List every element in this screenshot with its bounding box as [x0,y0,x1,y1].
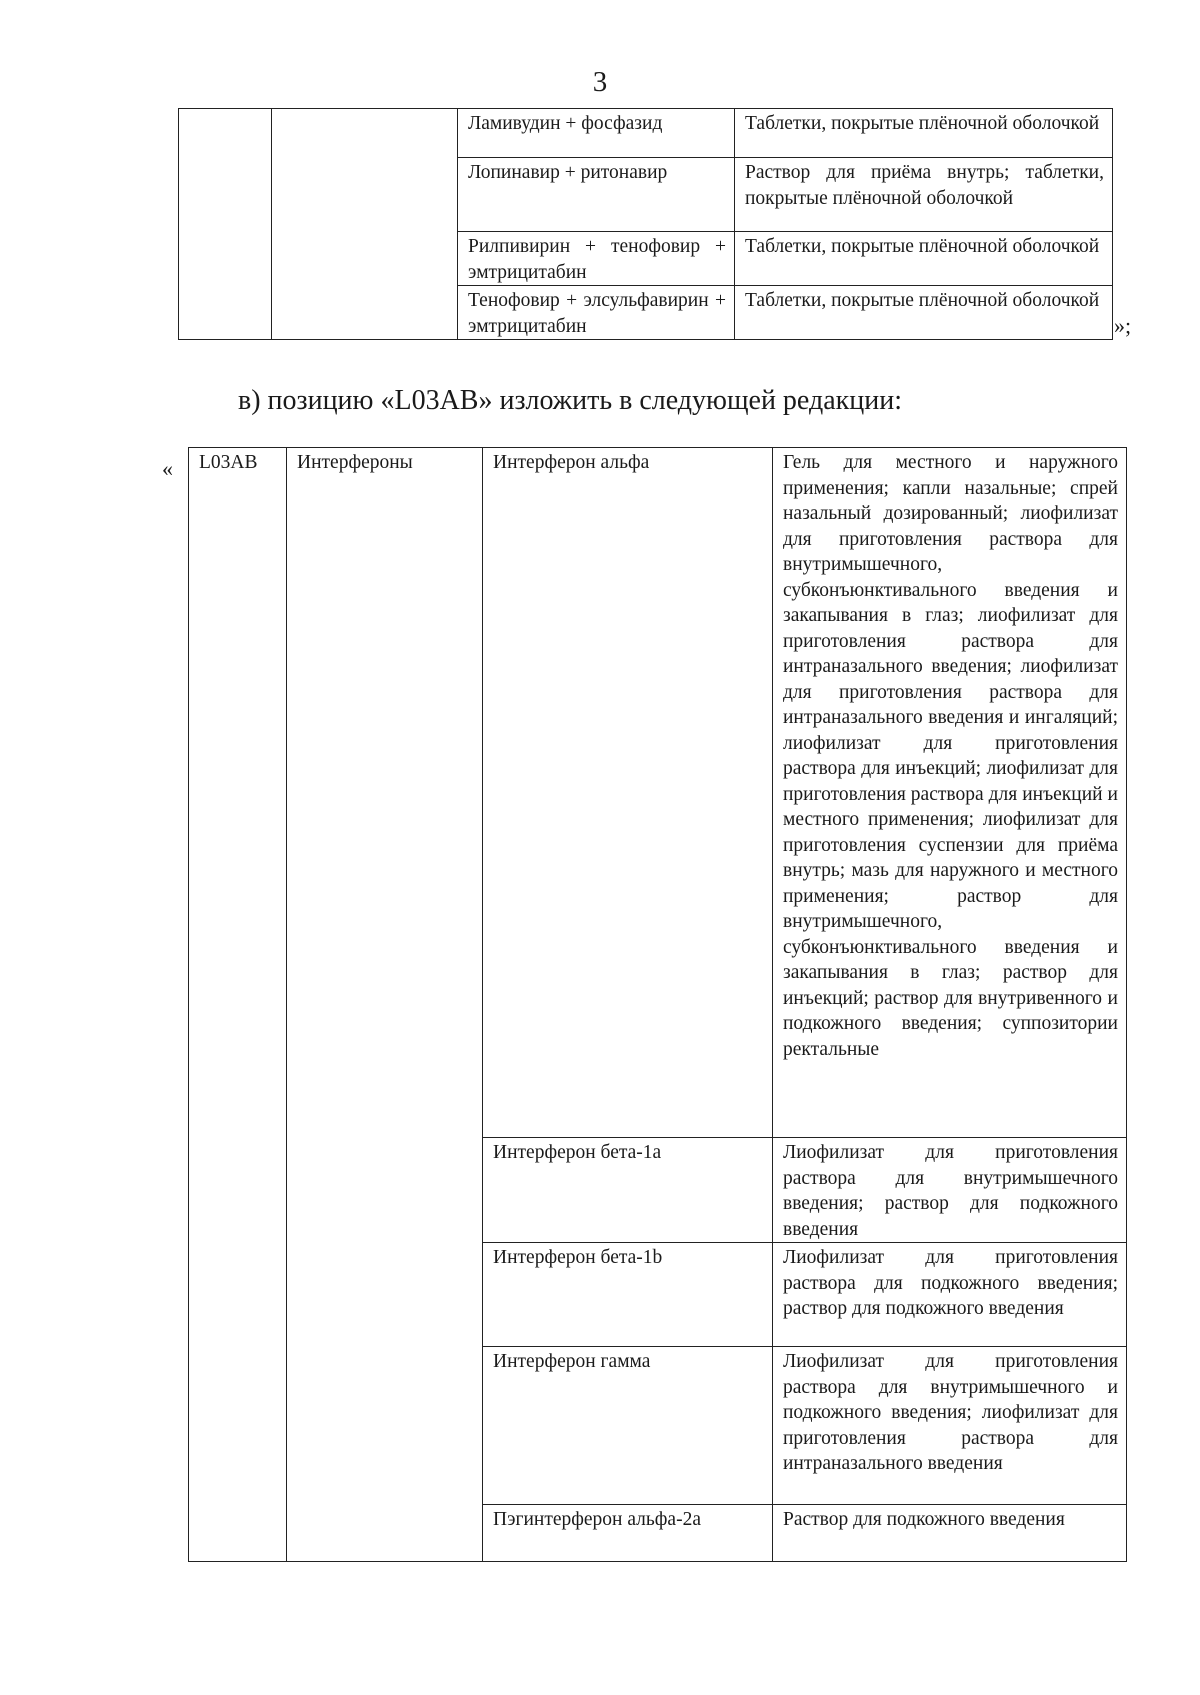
drug-name-cell: Тенофовир + элсульфавирин + эмтрицитабин [458,286,735,340]
dosage-form-cell: Гель для местного и наружного применения; капли назальные; спрей назальный дозированный; лиофилизат для приготовления раствора для внутримышечного, субконъюнктивального введения и закапывания в глаз; лиофилизат для приготовления раствора для интраназального введения; лиофилизат для приготовления раствора для интраназального введения и ингаляций; лиофилизат для приготовления раствора для инъекций; лиофилизат для приготовления раствора для инъекций и местного применения; лиофилизат для приготовления суспензии для приёма внутрь; мазь для наружного и местного применения; раствор для внутримышечного, субконъюнктивального введения и закапывания в глаз; раствор для инъекций; раствор для внутривенного и подкожного введения; суппозитории ректальные [773,448,1127,1138]
l03ab-interferons-table [188,447,1127,1562]
drug-name-cell: Интерферон бета-1b [483,1243,773,1347]
closing-quote-mark: »; [1114,313,1132,338]
dosage-form-cell: Таблетки, покрытые плёночной оболочкой [735,109,1113,158]
dosage-form-cell: Лиофилизат для приготовления раствора для внутримышечного и подкожного введения; лиофилизат для приготовления раствора для интраназального введения [773,1347,1127,1505]
drug-name-cell: Пэгинтерферон альфа-2a [483,1505,773,1562]
drug-name-cell: Ламивудин + фосфазид [458,109,735,158]
drug-name-cell: Интерферон альфа [483,448,773,1138]
dosage-form-cell: Лиофилизат для приготовления раствора для подкожного введения; раствор для подкожного введения [773,1243,1127,1347]
page-number: 3 [592,66,608,98]
dosage-form-cell: Таблетки, покрытые плёночной оболочкой [735,232,1113,286]
table-row [189,448,1127,1138]
code-cell [179,109,272,340]
dosage-form-cell: Раствор для подкожного введения [773,1505,1127,1562]
drug-name-cell: Интерферон гамма [483,1347,773,1505]
drug-name-cell: Лопинавир + ритонавир [458,158,735,232]
dosage-form-cell: Лиофилизат для приготовления раствора для внутримышечного введения; раствор для подкожного введения [773,1138,1127,1243]
opening-quote-mark: « [162,456,173,481]
drug-name-cell: Рилпивирин + тенофовир + эмтрицитабин [458,232,735,286]
amendment-instruction: в) позицию «L03AB» изложить в следующей редакции: [238,385,903,416]
dosage-form-cell: Таблетки, покрытые плёночной оболочкой [735,286,1113,340]
atc-code-cell: L03AB [189,448,287,1562]
table-row [179,109,1113,158]
dosage-form-cell: Раствор для приёма внутрь; таблетки, покрытые плёночной оболочкой [735,158,1113,232]
group-cell [272,109,458,340]
pharmacological-group-cell: Интерфероны [287,448,483,1562]
antiviral-combinations-table [178,108,1113,340]
drug-name-cell: Интерферон бета-1a [483,1138,773,1243]
